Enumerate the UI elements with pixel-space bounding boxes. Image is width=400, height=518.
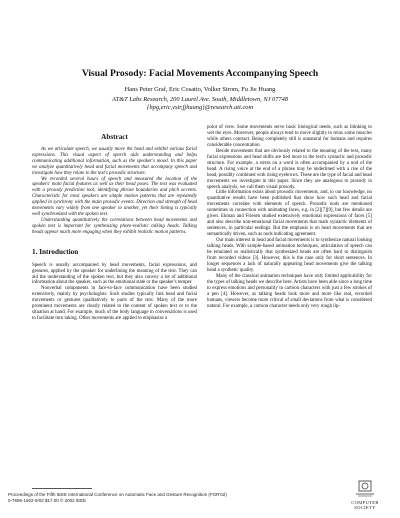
body-paragraph: Little information exists about prosodic movements, and, to our knowledge, no quantitative results have been published that show how such head and facial movements correlate with elements of speech. Prosodic nods are mentioned sometimes in connection with animating faces, e.g. in [2][7][9], but few details are given. Ekman and Friesen studied extensively emotional expressions of faces [5] and also describe non-emotional facial movements that mark syntactic elements of sentences, in particular endings. But the emphasis is on head movements that are semantically driven, such as nods indicating agreement. — [207, 190, 372, 238]
logo-emblem-icon — [340, 478, 390, 500]
left-column — [32, 125, 197, 322]
paper-title: Visual Prosody: Facial Movements Accompanying Speech — [81, 68, 319, 79]
paper-authors: Hans Peter Graf, Eric Cosatto, Volker Strom, Fu Jie Huang — [124, 86, 276, 93]
body-paragraph: point of view. Some movements serve basic biological needs, such as blinking to wet the eyes. Moreover, people always tend to move slightly to relax some muscles while others contract. Being completely still is unnatural for humans and requires considerable concentration. — [207, 125, 372, 148]
abstract-paragraph: Understanding quantitatively the correlations between head movements and spoken text is important for synthesizing photo-realistic talking heads. Talking heads appear much more engaging when they exhibit realistic motion patterns. — [32, 217, 197, 235]
conference-citation: Proceedings of the Fifth IEEE International Conference on Automatic Face and Gesture Recognition (FGR'02) — [8, 492, 227, 497]
author-affiliation: AT&T Labs Research, 200 Laurel Ave. South, Middletown, NJ 07748 — [111, 96, 289, 103]
logo-line: SOCIETY — [354, 505, 376, 511]
right-column — [207, 125, 372, 310]
isbn-copyright: 0-7695-1602-5/02 $17.00 © 2002 IEEE — [8, 498, 87, 503]
abstract-heading: Abstract — [101, 133, 128, 141]
introduction-heading: 1. Introduction — [32, 247, 79, 256]
body-paragraph: Our main interest in head and facial movements is to synthesize natural looking talking heads. With sample-based animation techniques, articulation of speech can be emulated so realistically that synthesized heads are often hard to distinguish from recorded videos [3]. However, this is the case only for short sentences. In longer sequences a lack of naturally appearing head movements give the talking head a synthetic quality. — [207, 238, 372, 273]
body-paragraph: Speech is usually accompanied by head movements, facial expressions, and gestures, applied by the speaker for underlining the meaning of the text. They can aid the understanding of the spoken text, but they also convey a lot of additional information about the speaker, such as the emotional state or the speaker's temper. — [32, 262, 197, 286]
computer-society-logo — [340, 478, 390, 512]
footnote-rule — [32, 488, 92, 489]
abstract-paragraph: We recorded several hours of speech and measured the location of the speakers' main facial features as well as their head poses. The text was evaluated with a prosody prediction tool, identifying phrase boundaries and pitch accents. Characteristic for most speakers are simple motion patterns that are repeatedly applied in synchrony with the main prosodic events. Direction and strength of head movements vary widely from one speaker to another, yet their timing is typically well synchronized with the spoken text. — [32, 176, 197, 217]
logo-wordmark — [340, 500, 390, 510]
abstract-paragraph: As we articulate speech, we usually move the head and exhibit various facial expressions. This visual aspect of speech aids understanding and helps communicating additional information, such as the speaker's mood. In this paper we analyze quantitatively head and facial movements that accompany speech and investigate how they relate to the text's prosodic structure. — [32, 147, 197, 176]
body-paragraph: Beside movements that are obviously related to the meaning of the text, many facial expressions and head shifts are tied more to the text's syntactic and prosodic structure. For example, a stress on a word is often accompanied by a nod of the head. A rising voice at the end of a phrase may be underlined with a rise of the head, possibly combined with rising eyebrows. These are the type of facial and head movements we investigate in this paper. Since they are analogous to prosody in speech analysis, we call them visual prosody. — [207, 148, 372, 190]
body-paragraph: Nonverbal components in face-to-face communication have been studied extensively, mainly by psychologists. Such studies typically link head and facial movements or gestures qualitatively to parts of the text. Many of the more prominent movements are clearly related to the content of spoken text or to the situation at hand. For example, much of the body language in conversations is used to facilitate turn taking. Other movements are applied to emphasize a — [32, 286, 197, 322]
author-email: {hpg,eric,vstr,fjhuang}@research.att.com — [146, 104, 254, 111]
body-paragraph: Many of the classical animation techniques have only limited applicability for the types of talking heads we describe here. Artists have been able since a long time to express emotions and personality in cartoon characters with just a few strokes of a pen [4]. However, as talking heads look more and more like real, recorded humans, viewers become more critical of small deviations from what is considered natural. For example, a cartoon character needs only very rough lip- — [207, 273, 372, 309]
page-footer — [8, 492, 308, 504]
logo-line: COMPUTER — [351, 500, 379, 505]
